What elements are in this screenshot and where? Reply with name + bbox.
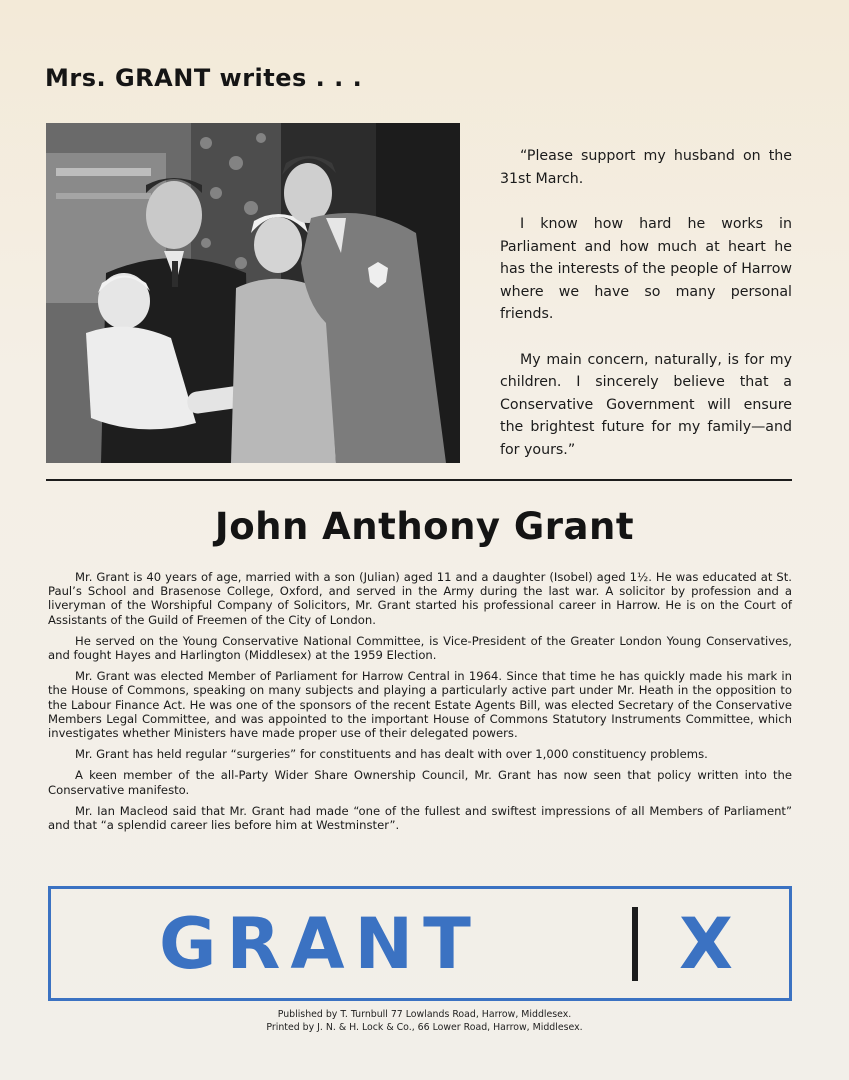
imprint	[0, 1008, 849, 1034]
bio-paragraph: He served on the Young Conservative National Committee, is Vice-President of the Greater London Young Conservatives, and fought Hayes and Harlington (Middlesex) at the 1959 Election.	[48, 633, 792, 663]
candidate-name: John Anthony Grant	[214, 505, 635, 548]
page-heading: Mrs. GRANT writes . . .	[45, 64, 363, 92]
bio-paragraph: Mr. Ian Macleod said that Mr. Grant had made “one of the fullest and swiftest impressions of all Members of Parliament” and that “a splendid career lies before him at Westminster”.	[48, 803, 792, 833]
bio-paragraph: Mr. Grant is 40 years of age, married with a son (Julian) aged 11 and a daughter (Isobel) aged 1½. He was educated at St. Paul’s School and Brasenose College, Oxford, and served in the Army during the last war. A solicitor by profession and a liveryman of the Worshipful Company of Solicitors, Mr. Grant started his professional career in Harrow. He is on the Court of Assistants of the Guild of Freemen of the City of London.	[48, 570, 792, 627]
mrs-grant-quote	[500, 145, 792, 484]
ballot-candidate-name: GRANT	[159, 903, 481, 985]
candidate-biography	[48, 570, 792, 839]
family-photo-illustration	[46, 123, 460, 463]
bio-paragraph: Mr. Grant has held regular “surgeries” for constituents and has dealt with over 1,000 constituency problems.	[75, 747, 708, 762]
section-divider	[46, 479, 792, 481]
quote-paragraph: I know how hard he works in Parliament and how much at heart he has the interests of the people of Harrow where we have so many personal friends.	[500, 216, 792, 322]
family-photo	[46, 123, 460, 463]
quote-paragraph: My main concern, naturally, is for my children. I sincerely believe that a Conservative Government will ensure the brightest future for my family—and for yours.”	[500, 351, 792, 458]
ballot-cross-mark: X	[679, 903, 733, 985]
ballot-divider	[632, 907, 638, 981]
ballot-box	[48, 886, 792, 1001]
bio-paragraph: Mr. Grant was elected Member of Parliament for Harrow Central in 1964. Since that time he has quickly made his mark in the House of Commons, speaking on many subjects and playing a particularly active part under Mr. Heath in the opposition to the Labour Finance Act. He was one of the sponsors of the recent Estate Agents Bill, was elected Secretary of the Conservative Members Legal Committee, and was appointed to the important House of Commons Statutory Instruments Committee, which investigates whether Ministers have made proper use of their delegated powers.	[48, 669, 792, 741]
quote-paragraph: “Please support my husband on the 31st March.	[500, 148, 792, 187]
bio-paragraph: A keen member of the all-Party Wider Share Ownership Council, Mr. Grant has now seen that policy written into the Conservative manifesto.	[48, 768, 792, 797]
printed-by-line: Printed by J. N. & H. Lock & Co., 66 Lower Road, Harrow, Middlesex.	[266, 1022, 583, 1033]
published-by-line: Published by T. Turnbull 77 Lowlands Road, Harrow, Middlesex.	[277, 1009, 572, 1020]
